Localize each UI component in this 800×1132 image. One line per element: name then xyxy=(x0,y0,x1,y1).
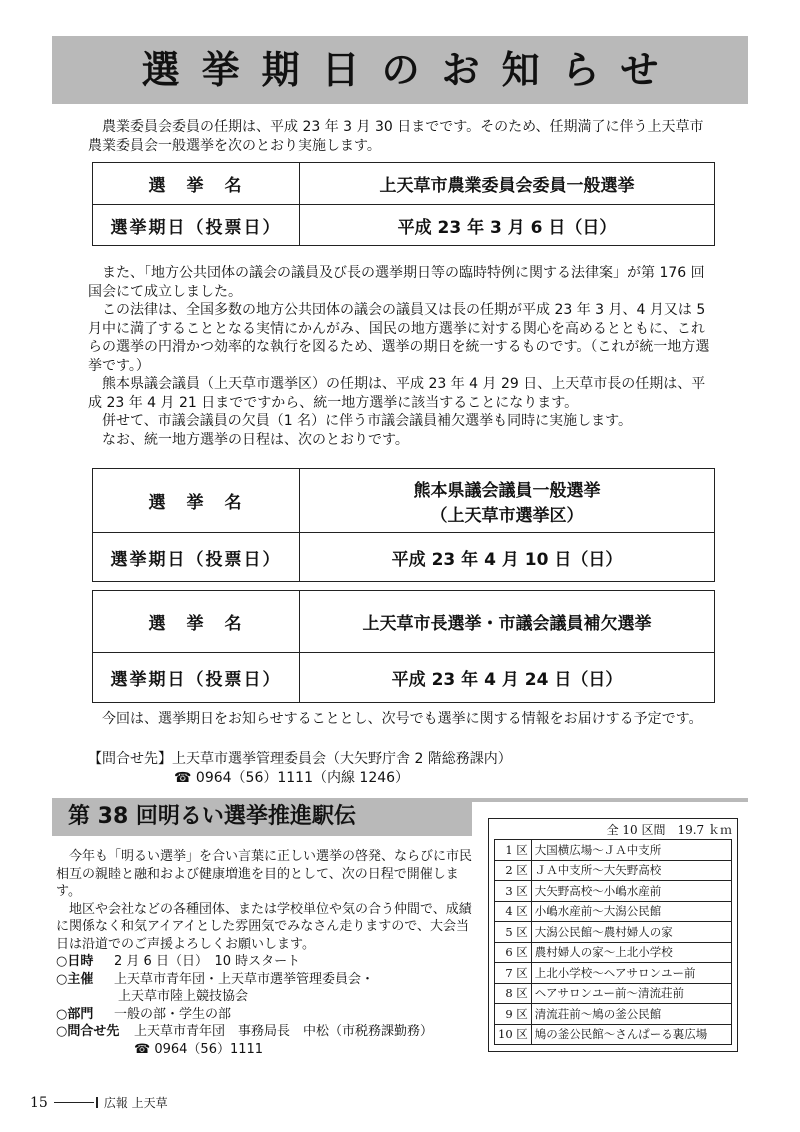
closing-text: 今回は、選挙期日をお知らせすることとし、次号でも選挙に関する情報をお届けする予定です。 xyxy=(102,711,703,727)
route-section-no: 4 区 xyxy=(495,901,532,922)
election-name-label: 選 挙 名 xyxy=(93,591,300,653)
body-paragraph: この法律は、全国多数の地方公共団体の議会の議員又は長の任期が平成 23 年 3 月、4 月又は 5 月中に満了することとなる実情にかんがみ、国民の地方選挙に対する関心を高めるとともに、これらの選挙の円滑かつ効率的な執行を図るため、選挙の期日を統一するものです。（これが統一地方選挙です。） xyxy=(88,302,710,374)
election-date-label: 選挙期日（投票日） xyxy=(93,533,300,582)
election-name-label: 選 挙 名 xyxy=(93,469,300,533)
page-footer xyxy=(30,1094,168,1111)
ekiden-category-label: ○部門 xyxy=(56,1006,94,1022)
route-section-name: 大矢野高校～小嶋水産前 xyxy=(531,881,731,902)
route-row xyxy=(495,1004,732,1025)
section-divider xyxy=(472,798,748,802)
body-paragraph: 併せて、市議会議員の欠員（1 名）に伴う市議会議員補欠選挙も同時に実施します。 xyxy=(102,413,632,429)
route-row xyxy=(495,922,732,943)
route-row xyxy=(495,1024,732,1045)
election-date-label: 選挙期日（投票日） xyxy=(93,653,300,703)
page-title: 選挙期日のお知らせ xyxy=(141,48,681,92)
route-section-no: 1 区 xyxy=(495,840,532,861)
ekiden-host-row xyxy=(56,971,474,989)
ekiden-date-label: ○日時 xyxy=(56,954,94,969)
footer-tick xyxy=(96,1097,98,1108)
election-name-value: 上天草市農業委員会委員一般選挙 xyxy=(300,163,715,205)
route-section-name: 大国横広場～ＪＡ中支所 xyxy=(531,840,731,861)
election-name-line2: （上天草市選挙区） xyxy=(430,505,584,526)
election-date-value: 平成 23 年 4 月 10 日（日） xyxy=(300,533,715,582)
body-paragraph: また、「地方公共団体の議会の議員及び長の選挙期日等の臨時特例に関する法律案」が第 176 回国会にて成立しました。 xyxy=(88,265,705,300)
route-section-name: 鳩の釜公民館～さんぱーる裏広場 xyxy=(531,1024,731,1045)
route-section-no: 7 区 xyxy=(495,963,532,984)
ekiden-inquiry-label: ○問合せ先 xyxy=(56,1024,120,1039)
ekiden-inquiry-row xyxy=(56,1023,474,1041)
route-section-name: 小嶋水産前～大潟公民館 xyxy=(531,901,731,922)
closing-paragraph xyxy=(88,710,716,729)
contact-label: 【問合せ先】 xyxy=(88,751,172,767)
intro-paragraph xyxy=(88,118,716,155)
telephone-icon: ☎ xyxy=(134,1041,151,1057)
telephone-icon: ☎ xyxy=(174,770,192,786)
contact-line xyxy=(88,750,512,769)
route-section-name: 大潟公民館～農村婦人の家 xyxy=(531,922,731,943)
route-section-name: ＪＡ中支所～大矢野高校 xyxy=(531,860,731,881)
body-paragraph: 熊本県議会議員（上天草市選挙区）の任期は、平成 23 年 4 月 29 日、上天草市長の任期は、平成 23 年 4 月 21 日までですから、統一地方選挙に該当することになります。 xyxy=(88,376,706,411)
contact-phone-line xyxy=(88,769,512,788)
route-row xyxy=(495,901,732,922)
route-section-name: ヘアサロンユー前～清流荘前 xyxy=(531,983,731,1004)
ekiden-phone-row xyxy=(56,1041,474,1059)
ekiden-host-row-2: 上天草市陸上競技協会 xyxy=(118,989,249,1004)
route-section-no: 3 区 xyxy=(495,881,532,902)
route-section-no: 5 区 xyxy=(495,922,532,943)
contact-phone: 0964（56）1111（内線 1246） xyxy=(195,770,410,786)
ekiden-category-value: 一般の部・学生の部 xyxy=(114,1006,232,1022)
route-section-no: 8 区 xyxy=(495,983,532,1004)
election-table-mayor xyxy=(92,590,715,703)
route-table xyxy=(494,839,732,1045)
route-row xyxy=(495,963,732,984)
election-table-prefectural xyxy=(92,468,715,582)
ekiden-category-row xyxy=(56,1006,474,1024)
body-paragraphs xyxy=(88,264,716,449)
ekiden-description xyxy=(56,848,474,1058)
route-header: 全 10 区間 19.7 ｋｍ xyxy=(606,823,732,837)
magazine-name: 広報 上天草 xyxy=(103,1096,168,1110)
route-section-no: 6 区 xyxy=(495,942,532,963)
ekiden-host-label: ○主催 xyxy=(56,971,94,987)
election-table-agri xyxy=(92,162,715,246)
route-section-name: 農村婦人の家～上北小学校 xyxy=(531,942,731,963)
ekiden-date-row xyxy=(56,953,474,971)
election-name-value: 上天草市長選挙・市議会議員補欠選挙 xyxy=(300,591,715,653)
contact-block xyxy=(88,750,512,788)
ekiden-inquiry-value: 上天草市青年団 事務局長 中松（市税務課勤務） xyxy=(134,1024,434,1039)
ekiden-title: 第 38 回明るい選挙推進駅伝 xyxy=(68,804,356,829)
route-section-no: 2 区 xyxy=(495,860,532,881)
ekiden-phone: 0964（56）1111 xyxy=(154,1041,264,1057)
route-row xyxy=(495,860,732,881)
ekiden-host-value: 上天草市青年団・上天草市選挙管理委員会・ xyxy=(114,971,375,987)
ekiden-paragraph: 今年も「明るい選挙」を合い言葉に正しい選挙の啓発、ならびに市民相互の親睦と融和および健康増進を目的として、次の日程で開催します。 xyxy=(56,849,473,899)
route-row xyxy=(495,840,732,861)
election-date-value: 平成 23 年 3 月 6 日（日） xyxy=(300,205,715,246)
route-row xyxy=(495,881,732,902)
election-date-label: 選挙期日（投票日） xyxy=(93,205,300,246)
route-section-no: 9 区 xyxy=(495,1004,532,1025)
contact-org: 上天草市選挙管理委員会（大矢野庁舎 2 階総務課内） xyxy=(172,751,512,767)
body-paragraph: なお、統一地方選挙の日程は、次のとおりです。 xyxy=(102,431,409,448)
election-name-line1: 熊本県議会議員一般選挙 xyxy=(413,480,601,501)
election-name-value xyxy=(300,469,715,533)
ekiden-paragraph: 地区や会社などの各種団体、または学校単位や気の合う仲間で、成績に関係なく和気アイアイとした雰囲気でみなさん走りますので、大会当日は沿道でのご声援よろしくお願いします。 xyxy=(56,901,472,952)
election-date-value: 平成 23 年 4 月 24 日（日） xyxy=(300,653,715,703)
footer-rule xyxy=(54,1102,94,1103)
intro-text: 農業委員会委員の任期は、平成 23 年 3 月 30 日までです。そのため、任期満了に伴う上天草市農業委員会一般選挙を次のとおり実施します。 xyxy=(88,119,704,154)
ekiden-date-value: 2 月 6 日（日） 10 時スタート xyxy=(114,954,301,969)
election-name-label: 選 挙 名 xyxy=(93,163,300,205)
route-section-name: 上北小学校～ヘアサロンユー前 xyxy=(531,963,731,984)
route-row xyxy=(495,942,732,963)
route-row xyxy=(495,983,732,1004)
page-number: 15 xyxy=(30,1094,48,1111)
route-section-name: 清流荘前～鳩の釜公民館 xyxy=(531,1004,731,1025)
route-section-no: 10 区 xyxy=(495,1024,532,1045)
